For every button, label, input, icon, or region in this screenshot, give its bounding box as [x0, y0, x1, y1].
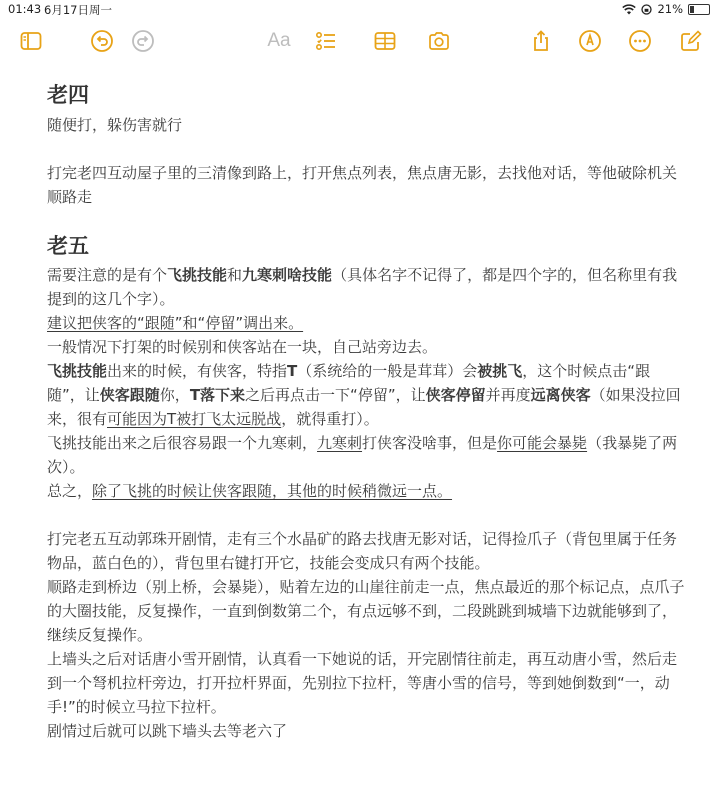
text-run: （系统给的一般是茸茸）会 — [297, 362, 478, 380]
text-format-button[interactable] — [264, 26, 294, 56]
format-label: Aa — [267, 30, 291, 51]
paragraph: 打完老五互动郭珠开剧情，走有三个水晶矿的路去找唐无影对话，记得捡爪子（背包里属于任务物品，蓝白色的），背包里右键打开它，技能会变成只有两个技能。 — [47, 530, 678, 572]
bold-text: T — [287, 362, 298, 380]
underlined-text: 你可能会暴毙 — [497, 434, 588, 452]
bold-text: 侠客停留 — [425, 386, 486, 404]
paragraph: 随便打，躲伤害就行 — [47, 116, 183, 134]
text-run: 和 — [227, 266, 243, 284]
underlined-text: 九寒刺 — [317, 434, 363, 452]
text-run: 需要注意的是有个 — [47, 266, 168, 284]
paragraph — [47, 431, 687, 479]
note-body[interactable] — [47, 80, 687, 743]
text-run: 出来的时候，有侠客，特指 — [107, 362, 288, 380]
bold-text: 侠客跟随 — [99, 386, 160, 404]
redo-icon[interactable] — [128, 26, 158, 56]
paragraph — [47, 311, 687, 335]
checklist-icon[interactable] — [311, 26, 341, 56]
sidebar-toggle-icon[interactable] — [16, 26, 46, 56]
text-run: 打侠客没啥事，但是 — [362, 434, 498, 452]
paragraph — [47, 479, 687, 503]
underlined-text: 除了飞挑的时候让侠客跟随，其他的时候稍微远一点。 — [92, 482, 453, 500]
text-run: ，这个时候点击“跟随”，让 — [47, 362, 651, 404]
status-date: 6月17日周一 — [44, 3, 112, 17]
bold-text: 飞挑技能 — [47, 362, 108, 380]
battery-percent: 21% — [657, 2, 683, 16]
compose-icon[interactable] — [676, 26, 706, 56]
bold-text: T落下来 — [189, 386, 246, 404]
bold-text: 被挑飞 — [477, 362, 523, 380]
text-run: ，就得重打）。 — [281, 410, 379, 428]
bold-text: 飞挑技能 — [167, 266, 228, 284]
more-options-icon[interactable] — [625, 26, 655, 56]
text-run: （我暴毙了两次）。 — [47, 434, 678, 476]
text-run: （具体名字不记得了，都是四个字的，但名称里有我提到的这几个字）。 — [47, 266, 678, 308]
text-run: 飞挑技能出来之后很容易跟一个九寒刺， — [47, 434, 318, 452]
paragraph: 上墙头之后对话唐小雪开剧情，认真看一下她说的话，开完剧情往前走，再互动唐小雪，然后走到一个弩机拉杆旁边，打开拉杆界面，先别拉下拉杆，等唐小雪的信号，等到她倒数到“一，动手!”的时候立马拉下拉杆。 — [47, 650, 678, 716]
status-time: 01:43 — [8, 2, 42, 16]
share-icon[interactable] — [526, 26, 556, 56]
paragraph: 一般情况下打架的时候别和侠客站在一块，自己站旁边去。 — [47, 338, 438, 356]
underlined-text: 建议把侠客的“跟随”和“停留”调出来。 — [47, 314, 304, 332]
markup-pen-icon[interactable] — [575, 26, 605, 56]
text-run: 总之， — [47, 482, 93, 500]
paragraph — [47, 263, 687, 311]
toolbar — [0, 22, 720, 60]
paragraph: 打完老四互动屋子里的三清像到路上，打开焦点列表，焦点唐无影，去找他对话，等他破除机关顺路走 — [47, 164, 678, 206]
table-icon[interactable] — [370, 26, 400, 56]
bold-text: 九寒刺啥技能 — [242, 266, 333, 284]
paragraph — [47, 359, 687, 431]
camera-icon[interactable] — [424, 26, 454, 56]
text-run: 你， — [159, 386, 190, 404]
text-run: 并再度 — [485, 386, 531, 404]
undo-icon[interactable] — [87, 26, 117, 56]
bold-text: 远离侠客 — [530, 386, 591, 404]
underlined-text: 可能因为T被打飞太远脱战 — [107, 410, 282, 428]
text-run: （如果没拉回来，很有 — [47, 386, 681, 428]
section-heading-4: 老四 — [47, 83, 89, 107]
section-heading-5: 老五 — [47, 234, 89, 258]
paragraph: 顺路走到桥边（别上桥，会暴毙），贴着左边的山崖往前走一点，焦点最近的那个标记点，点爪子的大圈技能，反复操作，一直到倒数第二个，有点远够不到，二段跳跳到城墙下边就能够到了，继续反复操作。 — [47, 578, 685, 644]
text-run: 之后再点击一下“停留”，让 — [245, 386, 426, 404]
paragraph: 剧情过后就可以跳下墙头去等老六了 — [47, 722, 288, 740]
